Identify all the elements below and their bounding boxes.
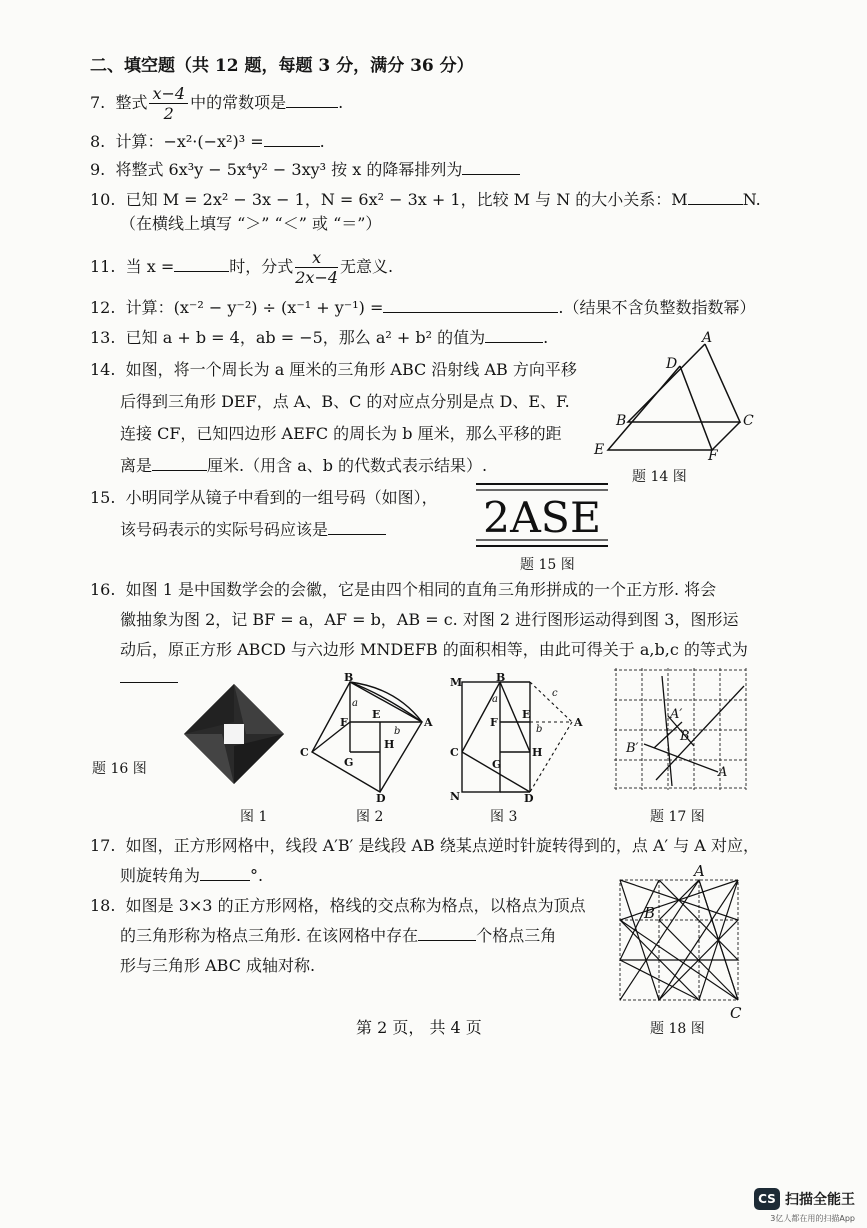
page-footer: 第 2 页， 共 4 页 [356,1018,482,1037]
watermark-subtitle: 3亿人都在用的扫描App [770,1214,855,1223]
svg-text:D: D [376,792,386,805]
svg-text:b: b [394,726,401,737]
answer-blank-16 [120,668,178,683]
svg-text:H: H [384,738,395,751]
label-B: B [644,904,656,922]
answer-blank-9 [462,160,520,175]
answer-blank-8 [264,132,320,147]
scanner-watermark [754,1188,855,1210]
question-17-line2: 则旋转角为 °. [120,866,264,885]
label-A: A [702,330,713,346]
figure-16-diagram-3 [444,671,592,805]
svg-text:G: G [344,756,354,769]
svg-text:A: A [424,716,433,729]
figure-18-grid [612,862,746,1022]
svg-text:E: E [372,708,381,721]
svg-text:E: E [522,708,531,721]
question-18-line2: 的三角形称为格点三角形. 在该网格中存在 个格点三角 [120,926,557,945]
svg-text:F: F [490,716,498,729]
svg-text:H: H [532,746,543,759]
svg-text:C: C [300,746,309,759]
figure-16-emblem [184,684,284,784]
question-11: 11. 当 x = 时，分式 $\frac{x}{2x-4}$ 无意义. [90,248,394,287]
svg-text:D: D [524,792,534,805]
caption-14: 题 14 图 [632,469,687,485]
label-A: A [694,862,705,880]
question-18-line3: 形与三角形 ABC 成轴对称. [120,956,316,975]
label-C: C [730,1004,742,1022]
answer-blank-11 [174,257,229,272]
answer-blank-7 [286,93,338,108]
question-12: 12. 计算：(x⁻² − y⁻²) ÷ (x⁻¹ + y⁻¹) = .（结果不含负整数指数幂） [90,298,756,317]
caption-16: 题 16 图 [92,761,147,777]
question-16-line3: 动后，原正方形 ABCD 与六边形 MNDEFB 的面积相等，由此可得关于 a,b,c 的等式为 [120,640,748,659]
figure-17-grid [614,668,748,792]
answer-blank-18 [418,926,476,941]
svg-text:c: c [552,688,558,699]
answer-blank-14 [152,456,207,471]
section-title: 二、填空题（共 12 题，每题 3 分，满分 36 分） [90,56,474,76]
svg-text:C: C [450,746,459,759]
question-9: 9. 将整式 6x³y − 5x⁴y² − 3xy³ 按 x 的降幂排列为 [90,160,520,180]
question-18-line1: 18. 如图是 3×3 的正方形网格，格线的交点称为格点，以格点为顶点 [90,896,586,915]
label-B-prime: B′ [626,741,639,756]
question-10: 10. 已知 M = 2x² − 3x − 1，N = 6x² − 3x + 1，比较 M 与 N 的大小关系：M N. [90,190,761,209]
label-A: A [718,765,728,780]
label-D: D [666,356,678,372]
svg-text:b: b [536,724,543,735]
question-10-note: （在横线上填写 “＞” “＜” 或 “＝”） [120,214,382,233]
question-14-line1: 14. 如图，将一个周长为 a 厘米的三角形 ABC 沿射线 AB 方向平移 [90,360,577,379]
label-A-prime: A′ [670,707,683,722]
question-14-line3: 连接 CF，已知四边形 AEFC 的周长为 b 厘米，那么平移的距 [120,424,562,443]
svg-text:a: a [492,694,498,705]
answer-blank-15 [328,520,386,535]
label-B: B [616,413,627,429]
svg-text:M: M [450,676,463,689]
svg-text:a: a [352,698,358,709]
question-14-line2: 后得到三角形 DEF，点 A、B、C 的对应点分别是点 D、E、F. [120,392,570,411]
question-15-line1: 15. 小明同学从镜子中看到的一组号码（如图）， [90,488,438,507]
answer-blank-13 [485,328,543,343]
figure-14 [590,332,760,462]
mirror-number-text: 2ASE [483,493,601,542]
label-C: C [743,413,754,429]
svg-text:N: N [450,790,461,803]
answer-blank-12 [383,298,558,313]
answer-blank-10 [688,190,743,205]
question-7: 7. 整式 $\frac{x-4}{2}$ 中的常数项是 . [90,84,344,123]
question-8: 8. 计算：−x²·(−x²)³ = . [90,132,325,151]
question-16-blank-line [120,668,178,688]
figure-16-diagram-2 [296,671,436,805]
svg-text:F: F [340,716,348,729]
label-B: B [680,729,690,744]
question-13: 13. 已知 a + b = 4，ab = −5，那么 a² + b² 的值为 . [90,328,549,347]
svg-text:B: B [344,671,354,684]
caption-fig3: 图 3 [490,809,518,825]
watermark-name: 扫描全能王 [785,1192,855,1208]
camscanner-logo-icon: CS [754,1188,780,1210]
svg-text:A: A [574,716,583,729]
question-14-line4: 离是 厘米.（用含 a、b 的代数式表示结果）. [120,456,488,475]
caption-fig1: 图 1 [240,809,268,825]
caption-fig2: 图 2 [356,809,384,825]
figure-15-mirror-number [474,480,610,548]
caption-15: 题 15 图 [520,557,575,573]
question-15-line2: 该号码表示的实际号码应该是 [120,520,386,540]
svg-text:G: G [492,758,502,771]
question-16-line2: 徽抽象为图 2，记 BF = a，AF = b，AB = c. 对图 2 进行图形运动得到图 3，图形运 [120,610,739,629]
question-16-line1: 16. 如图 1 是中国数学会的会徽，它是由四个相同的直角三角形拼成的一个正方形. 将会 [90,580,717,599]
svg-text:B: B [496,671,506,684]
question-17-line1: 17. 如图，正方形网格中，线段 A′B′ 是线段 AB 绕某点逆时针旋转得到的，点 A′ 与 A 对应， [90,836,759,855]
caption-18: 题 18 图 [650,1021,705,1037]
label-F: F [708,448,718,464]
answer-blank-17 [200,866,250,881]
label-E: E [594,442,605,458]
caption-17: 题 17 图 [650,809,705,825]
